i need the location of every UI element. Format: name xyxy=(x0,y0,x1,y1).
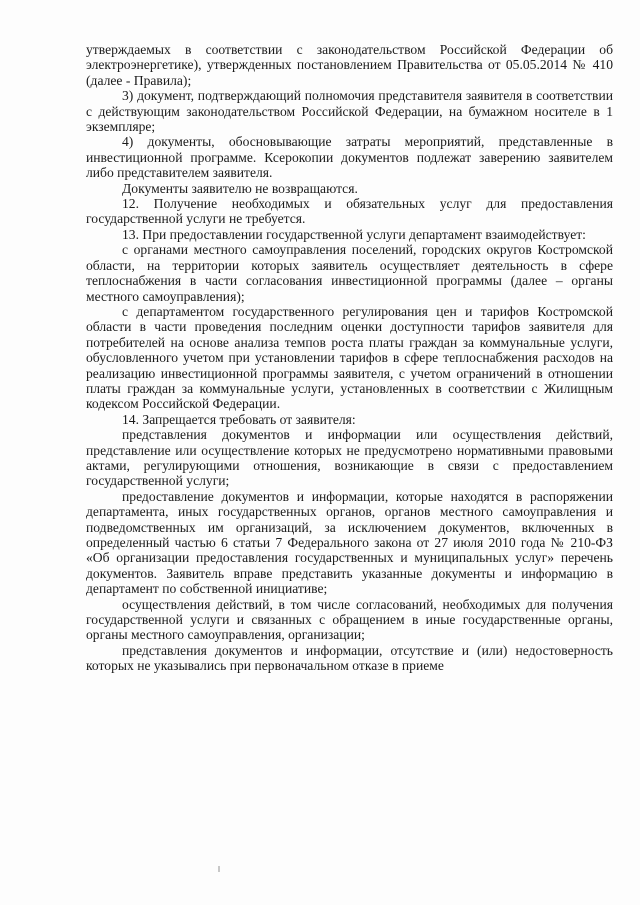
paragraph-14-provision: предоставление документов и информации, которые находятся в распоряжении департамента, иных государственных органов, органов местного самоуправления и подведомственных им организаций, за исключением документов, включенных в определенный частью 6 статьи 7 Федерального закона от 27 июля 2010 года № 210-ФЗ «Об организации предоставления государственных и муниципальных услуг» перечень документов. Заявитель вправе представить указанные документы и информацию в департамент по собственной инициативе; xyxy=(86,488,613,597)
paragraph-13-local-authorities: с органами местного самоуправления поселений, городских округов Костромской области, на территории которых заявитель осуществляет деятельность в сфере теплоснабжения в части согласования инвестиционной программы (далее – органы местного самоуправления); xyxy=(86,242,613,304)
paragraph-13-price-department: с департаментом государственного регулирования цен и тарифов Костромской области в части проведения последним оценки доступности тарифов заявителя для потребителей на основе анализа темпов роста платы граждан за коммунальные услуги, обусловленного учетом при установлении тарифов в сфере теплоснабжения расходов на реализацию инвестиционной программы заявителя, с учетом ограничений в отношении платы граждан за коммунальные услуги, установленных в соответствии с Жилищным кодексом Российской Федерации. xyxy=(86,303,613,412)
paragraph-not-returned: Документы заявителю не возвращаются. xyxy=(122,180,358,196)
paragraph-13: 13. При предоставлении государственной услуги департамент взаимодействует: xyxy=(122,226,586,242)
paragraph-14-refusal: представления документов и информации, отсутствие и (или) недостоверность которых не указывались при первоначальном отказе в приеме xyxy=(86,642,613,674)
paragraph-rules-reference: утверждаемых в соответствии с законодательством Российской Федерации об электроэнергетике), утвержденных постановлением Правительства от 05.05.2014 № 410 (далее - Правила); xyxy=(86,42,613,88)
scan-mark xyxy=(218,866,220,872)
document-body xyxy=(86,42,613,674)
paragraph-item-4: 4) документы, обосновывающие затраты мероприятий, представленные в инвестиционной программе. Ксерокопии документов подлежат заверению заявителем либо представителем заявителя. xyxy=(86,134,613,181)
paragraph-item-3: 3) документ, подтверждающий полномочия представителя заявителя в соответствии с действующим законодательством Российской Федерации, на бумажном носителе в 1 экземпляре; xyxy=(86,88,613,135)
paragraph-12: 12. Получение необходимых и обязательных услуг для предоставления государственной услуги не требуется. xyxy=(86,196,613,227)
paragraph-14-documents: представления документов и информации или осуществления действий, представление или осуществление которых не предусмотрено нормативными правовыми актами, регулирующими отношения, возникающие в связи с предоставлением государственной услуги; xyxy=(86,427,613,489)
paragraph-14: 14. Запрещается требовать от заявителя: xyxy=(122,411,356,427)
paragraph-14-actions: осуществления действий, в том числе согласований, необходимых для получения государственной услуги и связанных с обращением в иные государственные органы, органы местного самоуправления, организации; xyxy=(86,596,613,643)
